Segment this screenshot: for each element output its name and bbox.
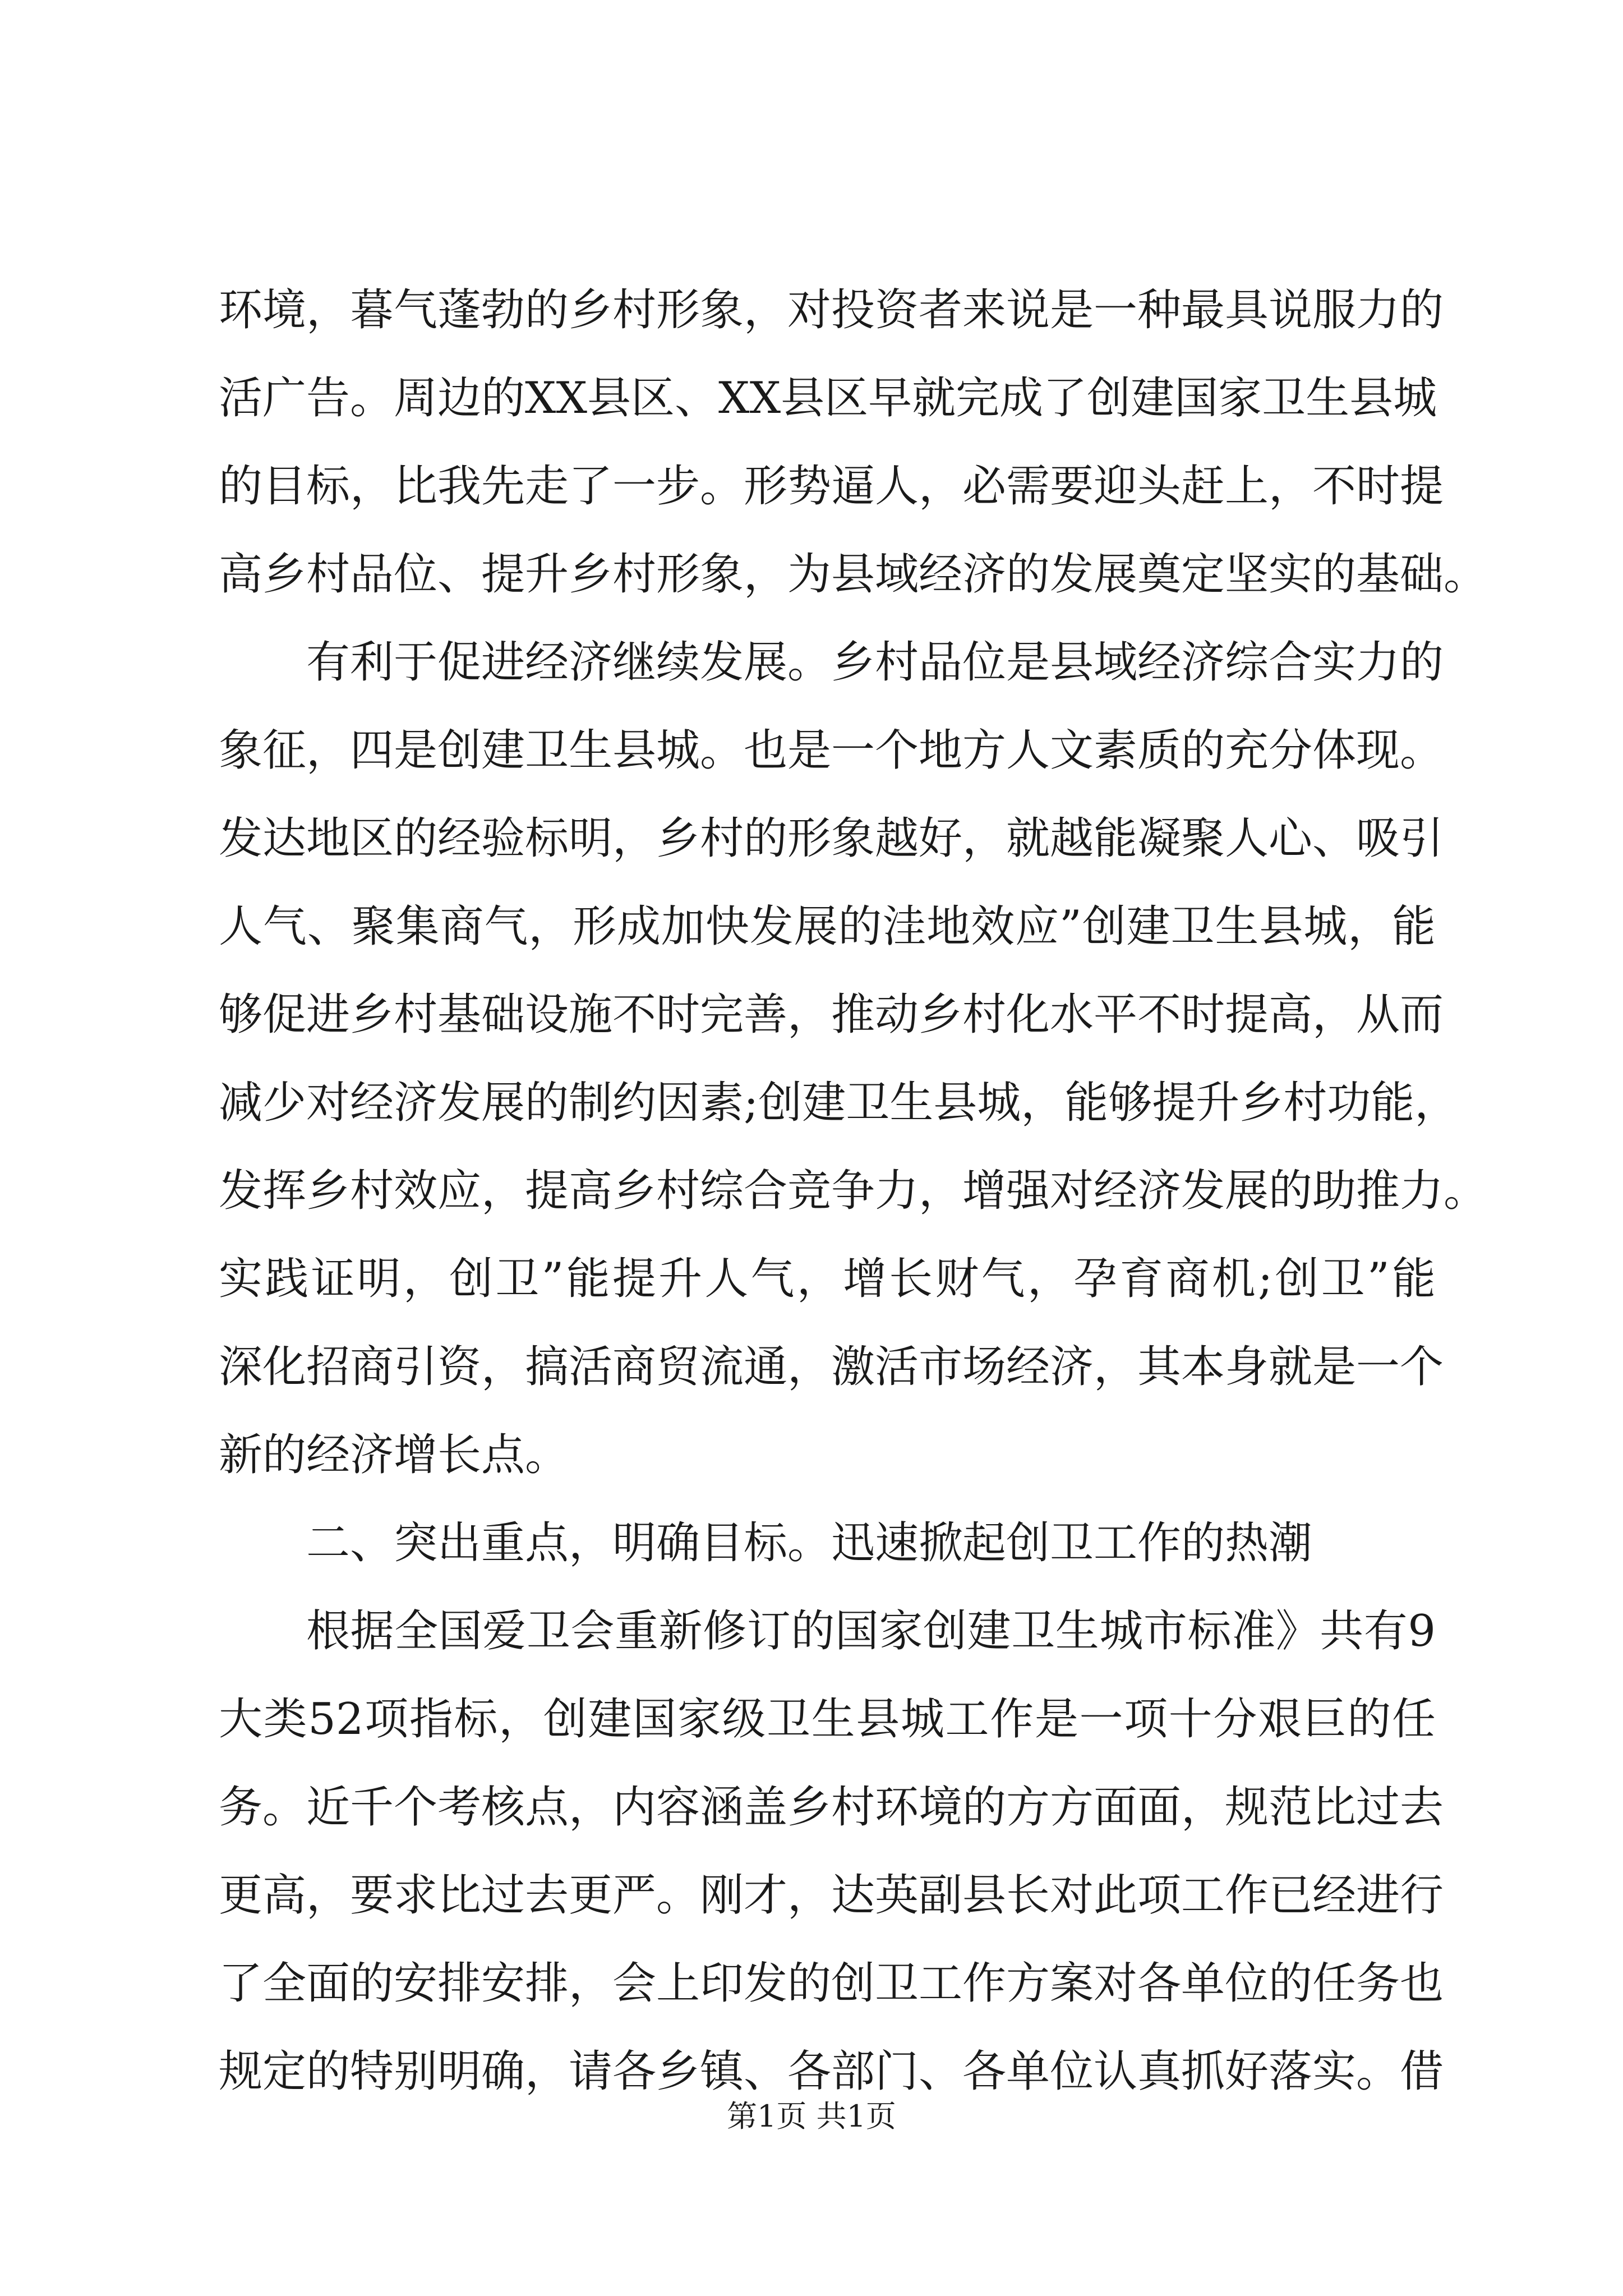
text-line: 发达地区的经验标明，乡村的形象越好，就越能凝聚人心、吸引 [219, 813, 1444, 864]
text-line: 规定的特别明确，请各乡镇、各部门、各单位认真抓好落实。借 [219, 2046, 1444, 2097]
text-line: 环境，暮气蓬勃的乡村形象，对投资者来说是一种最具说服力的 [219, 285, 1444, 335]
page-number-footer: 第1页 共1页 [727, 2099, 896, 2134]
text-line: 务。近千个考核点，内容涵盖乡村环境的方方面面，规范比过去 [219, 1782, 1444, 1833]
text-line: 的目标，比我先走了一步。形势逼人，必需要迎头赶上，不时提 [219, 461, 1444, 512]
text-line: 实践证明，创卫”能提升人气，增长财气，孕育商机;创卫”能 [219, 1254, 1436, 1304]
text-line: 更高，要求比过去更严。刚才，达英副县长对此项工作已经进行 [219, 1870, 1444, 1921]
text-line: 活广告。周边的XX县区、XX县区早就完成了创建国家卫生县城 [219, 373, 1437, 424]
text-line: 大类52项指标，创建国家级卫生县城工作是一项十分艰巨的任 [219, 1694, 1436, 1745]
text-line: 深化招商引资，搞活商贸流通，激活市场经济，其本身就是一个 [219, 1342, 1444, 1392]
document-body [219, 266, 1488, 2116]
text-line: 减少对经济发展的制约因素;创建卫生县城，能够提升乡村功能， [219, 1078, 1459, 1128]
text-line: 够促进乡村基础设施不时完善，推动乡村化水平不时提高，从而 [219, 990, 1444, 1040]
text-line: 人气、聚集商气，形成加快发展的洼地效应”创建卫生县城，能 [219, 901, 1436, 952]
text-line: 新的经济增长点。 [219, 1430, 569, 1480]
text-line: 有利于促进经济继续发展。乡村品位是县域经济综合实力的 [306, 637, 1444, 688]
text-line: 了全面的安排安排，会上印发的创卫工作方案对各单位的任务也 [219, 1958, 1444, 2009]
text-line: 发挥乡村效应，提高乡村综合竞争力，增强对经济发展的助推力。 [219, 1166, 1488, 1216]
section-heading: 二、突出重点，明确目标。迅速掀起创卫工作的热潮 [306, 1518, 1313, 1568]
text-line: 象征，四是创建卫生县城。也是一个地方人文素质的充分体现。 [219, 725, 1444, 776]
text-line: 根据全国爱卫会重新修订的国家创建卫生城市标准》共有9 [306, 1606, 1436, 1657]
text-line: 高乡村品位、提升乡村形象，为县域经济的发展奠定坚实的基础。 [219, 549, 1488, 600]
